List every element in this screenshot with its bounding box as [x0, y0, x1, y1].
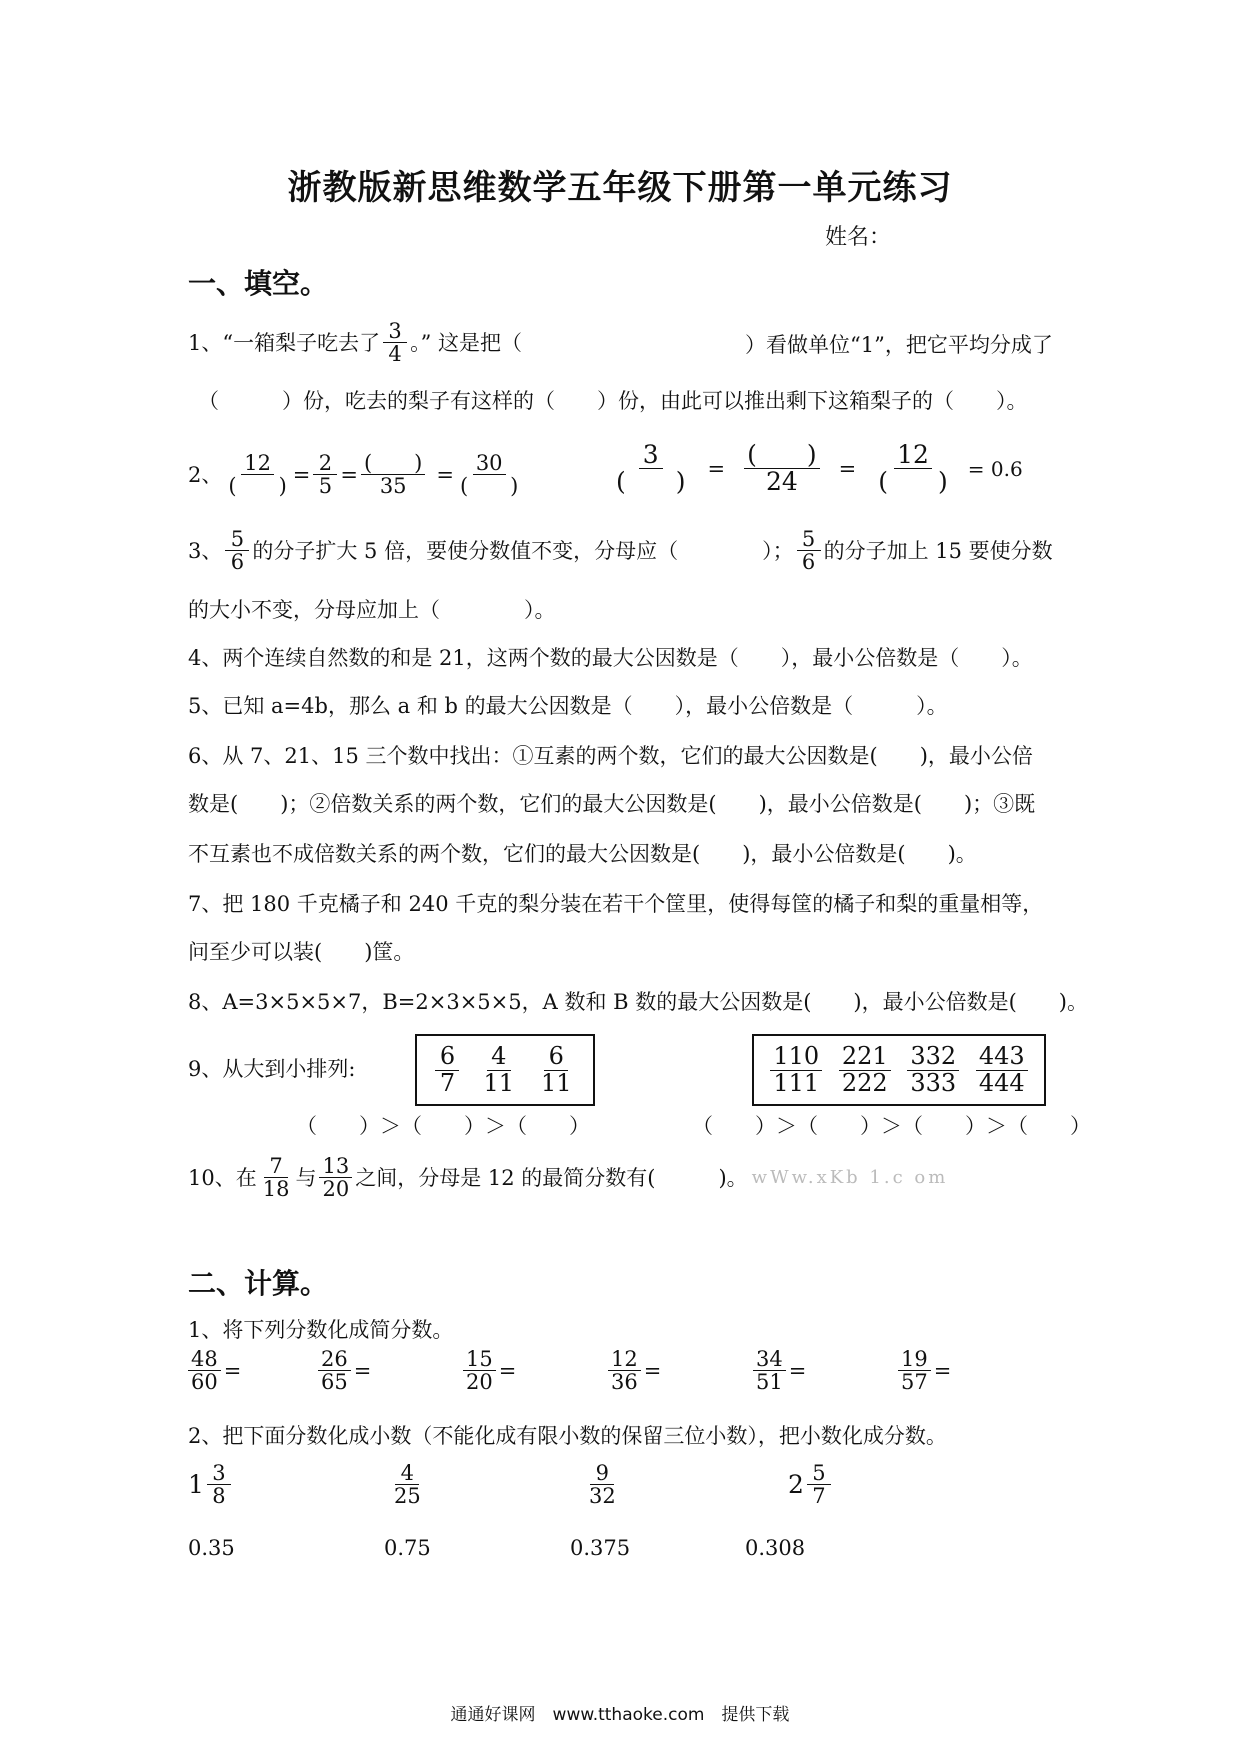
calc-2-decimals — [188, 1534, 845, 1562]
question-3-line-1 — [188, 528, 1053, 573]
question-7-line-1: 7、把 180 千克橘子和 240 千克的梨分装在若干个筐里，使得每筐的橘子和梨的重量相等， — [188, 892, 1044, 916]
decimal-value: 0.375 — [570, 1536, 631, 1560]
q2-eq: = — [292, 462, 311, 487]
q1-mid: 。” 这是把（ — [410, 330, 523, 355]
q10-suffix: 之间，分母是 12 的最简分数有( )。 — [355, 1165, 748, 1190]
question-8: 8、A=3×5×5×7，B=2×3×5×5，A 数和 B 数的最大公因数是( )，最小公倍数是( )。 — [188, 990, 1089, 1014]
calc-2-item: 2 $\frac{5}{7}$ — [788, 1462, 888, 1507]
section-1-heading: 一、填空。 — [188, 267, 329, 300]
q9-box2-frac: $\frac{443}{444}$ — [976, 1044, 1028, 1095]
q9-box1-frac: $\frac{4}{11}$ — [483, 1042, 514, 1097]
page-title: 浙教版新思维数学五年级下册第一单元练习 — [287, 168, 953, 208]
q2-tail: = 0.6 — [967, 456, 1023, 481]
question-9-label: 9、从大到小排列: — [188, 1057, 356, 1081]
q1-prefix: 1、“一箱梨子吃去了 — [188, 330, 381, 355]
decimal-value: 0.308 — [745, 1536, 806, 1560]
q10-mid: 与 — [295, 1165, 317, 1190]
q2-frac-4: $\frac{30}{( )}$ — [459, 451, 519, 499]
q10-fraction-2: $\frac{13}{20}$ — [319, 1155, 352, 1200]
question-5: 5、已知 a=4b，那么 a 和 b 的最大公因数是（ ），最小公倍数是（ ）。 — [188, 694, 948, 718]
calc-1-label: 1、将下列分数化成简分数。 — [188, 1318, 454, 1342]
q2-eq: = — [838, 456, 857, 481]
q2-frac-1: $\frac{12}{( )}$ — [228, 451, 287, 499]
calc-1-item: $\frac{26}{65}$ = — [315, 1348, 460, 1393]
decimal-value: 0.75 — [384, 1536, 431, 1560]
q2-frac-7: $\frac{12}{( )}$ — [878, 440, 948, 497]
q2-frac-2: $\frac{2}{5}$ — [313, 452, 337, 497]
q9-order-2: （ ）＞（ ）＞（ ）＞（ ） — [692, 1114, 1091, 1138]
q2-eq: = — [340, 462, 358, 487]
decimal-value: 0.35 — [188, 1536, 235, 1560]
question-3-line-2: 的大小不变，分母应加上（ ）。 — [188, 598, 556, 622]
question-2-left — [188, 452, 524, 497]
question-2-right — [610, 442, 1023, 496]
calc-1-item: $\frac{34}{51}$ = — [750, 1348, 895, 1393]
q9-box1-frac: $\frac{6}{11}$ — [540, 1042, 572, 1097]
q9-box2-frac: $\frac{221}{222}$ — [839, 1044, 891, 1095]
question-10 — [188, 1155, 948, 1200]
q2-eq: = — [707, 456, 726, 481]
calc-1-item: $\frac{12}{36}$ = — [605, 1348, 750, 1393]
q3-fraction-b: $\frac{5}{6}$ — [797, 528, 821, 573]
q2-label: 2、 — [188, 462, 223, 487]
q9-box2-frac: $\frac{332}{333}$ — [907, 1044, 959, 1095]
calc-2-item: $\frac{9}{32}$ — [589, 1461, 616, 1509]
calc-2-label: 2、把下面分数化成小数（不能化成有限小数的保留三位小数），把小数化成分数。 — [188, 1424, 947, 1448]
q9-order-1: （ ）＞（ ）＞（ ） — [296, 1114, 590, 1138]
question-4: 4、两个连续自然数的和是 21，这两个数的最大公因数是（ ），最小公倍数是（ ）。 — [188, 646, 1033, 670]
calc-2-fractions — [188, 1462, 888, 1507]
calc-1-item: $\frac{19}{57}$ = — [895, 1348, 985, 1393]
footer-credit: 通通好课网 www.tthaoke.com 提供下载 — [450, 1705, 790, 1725]
q3-label: 3、 — [188, 538, 223, 563]
question-6-line-2: 数是( )；②倍数关系的两个数，它们的最大公因数是( )，最小公倍数是( )；③既 — [188, 792, 1036, 816]
calc-2-item: 1 $\frac{3}{8}$ — [188, 1462, 388, 1507]
name-label: 姓名： — [825, 225, 892, 250]
q1-suffix: ）看做单位“1”，把它平均分成了 — [745, 333, 1053, 357]
q9-box1-frac: $\frac{6}{7}$ — [435, 1044, 459, 1095]
question-6-line-3: 不互素也不成倍数关系的两个数，它们的最大公因数是( )，最小公倍数是( )。 — [188, 842, 977, 866]
watermark-text: wWw.xKb 1.c om — [751, 1166, 949, 1188]
question-6-line-1: 6、从 7、21、15 三个数中找出：①互素的两个数，它们的最大公因数是( )，最小公倍 — [188, 744, 1033, 768]
q9-box2-frac: $\frac{110}{111}$ — [770, 1044, 822, 1095]
q3-part-1: 的分子扩大 5 倍，要使分数值不变，分母应（ ）； — [252, 538, 794, 563]
calc-2-item: $\frac{4}{25}$ — [394, 1461, 421, 1509]
section-2-heading: 二、计算。 — [188, 1267, 329, 1300]
q2-frac-5: $\frac{3}{( )}$ — [616, 440, 686, 497]
q3-part-2: 的分子加上 15 要使分数 — [823, 538, 1053, 563]
q10-label: 10、在 — [188, 1165, 257, 1190]
calc-1-item: $\frac{48}{60}$ = — [185, 1348, 315, 1393]
question-1-line-2: （ ）份，吃去的梨子有这样的（ ）份，由此可以推出剩下这箱梨子的（ ）。 — [198, 389, 1028, 413]
q2-frac-6: $\frac{( )}{24}$ — [744, 442, 820, 496]
question-1-line-1 — [188, 320, 522, 365]
q2-frac-3: $\frac{( )}{35}$ — [361, 452, 425, 497]
question-7-line-2: 问至少可以装( )筐。 — [188, 940, 415, 964]
q3-fraction-a: $\frac{5}{6}$ — [225, 528, 249, 573]
q1-fraction: $\frac{3}{4}$ — [383, 320, 407, 365]
q9-box-2 — [752, 1034, 1046, 1106]
q9-box-1 — [415, 1034, 595, 1106]
calc-1-row — [185, 1348, 985, 1393]
q2-eq: = — [436, 462, 454, 487]
calc-1-item: $\frac{15}{20}$ = — [460, 1348, 605, 1393]
q10-fraction-1: $\frac{7}{18}$ — [262, 1154, 290, 1202]
